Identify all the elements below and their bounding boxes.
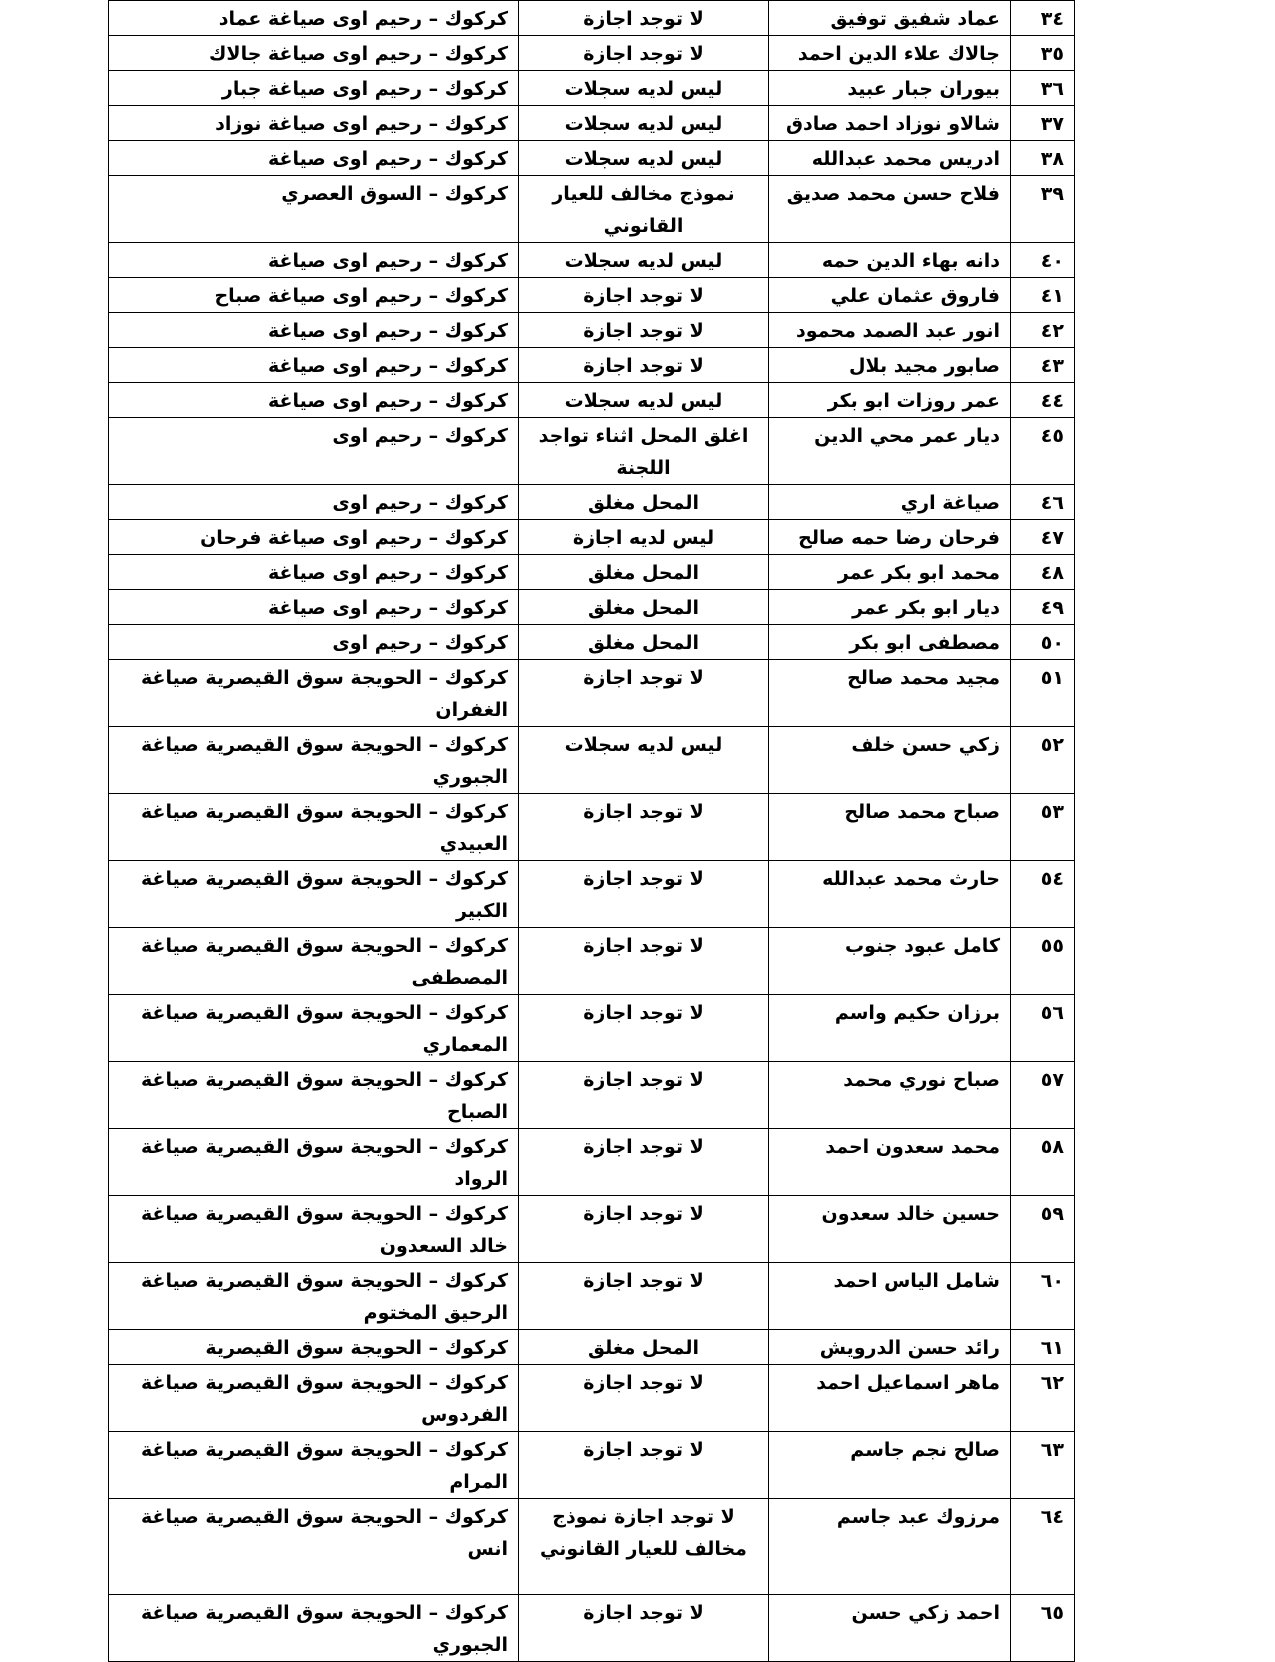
row-number: ٥٢ — [1011, 727, 1075, 794]
violation-status: لا توجد اجازة — [519, 348, 769, 383]
shop-location: كركوك – الحويجة سوق القيصرية صياغة انس — [109, 1499, 519, 1595]
shop-location: كركوك – الحويجة سوق القيصرية صياغة المعماري — [109, 995, 519, 1062]
shop-location: كركوك – الحويجة سوق القيصرية صياغة الكبير — [109, 861, 519, 928]
violation-status: لا توجد اجازة — [519, 861, 769, 928]
violation-status: لا توجد اجازة — [519, 928, 769, 995]
violation-status: لا توجد اجازة نموذج مخالف للعيار القانوني — [519, 1499, 769, 1595]
row-number: ٥٣ — [1011, 794, 1075, 861]
inspection-table — [108, 0, 1075, 1662]
person-name: حسين خالد سعدون — [769, 1196, 1011, 1263]
row-number: ٥٠ — [1011, 625, 1075, 660]
person-name: دانه بهاء الدين حمه — [769, 243, 1011, 278]
shop-location: كركوك – الحويجة سوق القيصرية — [109, 1330, 519, 1365]
person-name: انور عبد الصمد محمود — [769, 313, 1011, 348]
violation-status: المحل مغلق — [519, 590, 769, 625]
row-number: ٣٨ — [1011, 141, 1075, 176]
table-row — [109, 106, 1075, 141]
table-row — [109, 176, 1075, 243]
violation-status: نموذج مخالف للعيار القانوني — [519, 176, 769, 243]
violation-status: لا توجد اجازة — [519, 995, 769, 1062]
violation-status: لا توجد اجازة — [519, 313, 769, 348]
table-row — [109, 928, 1075, 995]
person-name: حارث محمد عبدالله — [769, 861, 1011, 928]
violation-status: ليس لديه سجلات — [519, 243, 769, 278]
shop-location: كركوك – رحيم اوى صياغة — [109, 555, 519, 590]
violation-status: لا توجد اجازة — [519, 1595, 769, 1662]
person-name: فاروق عثمان علي — [769, 278, 1011, 313]
row-number: ٣٥ — [1011, 36, 1075, 71]
person-name: صباح نوري محمد — [769, 1062, 1011, 1129]
violation-status: ليس لديه سجلات — [519, 106, 769, 141]
shop-location: كركوك – رحيم اوى صياغة جبار — [109, 71, 519, 106]
row-number: ٥٦ — [1011, 995, 1075, 1062]
row-number: ٦٥ — [1011, 1595, 1075, 1662]
person-name: محمد ابو بكر عمر — [769, 555, 1011, 590]
person-name: فرحان رضا حمه صالح — [769, 520, 1011, 555]
table-row — [109, 383, 1075, 418]
shop-location: كركوك – رحيم اوى صياغة فرحان — [109, 520, 519, 555]
table-row — [109, 348, 1075, 383]
person-name: مرزوك عبد جاسم — [769, 1499, 1011, 1595]
table-row — [109, 278, 1075, 313]
shop-location: كركوك – الحويجة سوق القيصرية صياغة خالد السعدون — [109, 1196, 519, 1263]
table-row — [109, 727, 1075, 794]
row-number: ٦٠ — [1011, 1263, 1075, 1330]
table-row — [109, 71, 1075, 106]
violation-status: لا توجد اجازة — [519, 278, 769, 313]
table-row — [109, 520, 1075, 555]
row-number: ٤٣ — [1011, 348, 1075, 383]
shop-location: كركوك – الحويجة سوق القيصرية صياغة العبيدي — [109, 794, 519, 861]
table-row — [109, 1062, 1075, 1129]
violation-status: ليس لديه سجلات — [519, 141, 769, 176]
violation-status: لا توجد اجازة — [519, 1129, 769, 1196]
shop-location: كركوك – رحيم اوى صياغة — [109, 383, 519, 418]
violation-status: المحل مغلق — [519, 625, 769, 660]
person-name: مصطفى ابو بكر — [769, 625, 1011, 660]
row-number: ٤٢ — [1011, 313, 1075, 348]
shop-location: كركوك – الحويجة سوق القيصرية صياغة المرام — [109, 1432, 519, 1499]
shop-location: كركوك – الحويجة سوق القيصرية صياغة الصباح — [109, 1062, 519, 1129]
violation-status: لا توجد اجازة — [519, 36, 769, 71]
row-number: ٥٥ — [1011, 928, 1075, 995]
violation-status: اغلق المحل اثناء تواجد اللجنة — [519, 418, 769, 485]
table-row — [109, 313, 1075, 348]
person-name: مجيد محمد صالح — [769, 660, 1011, 727]
table-row — [109, 555, 1075, 590]
table-row — [109, 794, 1075, 861]
table-row — [109, 1196, 1075, 1263]
shop-location: كركوك – رحيم اوى صياغة صباح — [109, 278, 519, 313]
violation-status: لا توجد اجازة — [519, 1062, 769, 1129]
violation-status: المحل مغلق — [519, 485, 769, 520]
shop-location: كركوك – الحويجة سوق القيصرية صياغة المصطفى — [109, 928, 519, 995]
table-row — [109, 660, 1075, 727]
row-number: ٣٤ — [1011, 1, 1075, 36]
person-name: صالح نجم جاسم — [769, 1432, 1011, 1499]
person-name: ادريس محمد عبدالله — [769, 141, 1011, 176]
row-number: ٤٠ — [1011, 243, 1075, 278]
table-row — [109, 861, 1075, 928]
shop-location: كركوك – الحويجة سوق القيصرية صياغة الجبوري — [109, 727, 519, 794]
shop-location: كركوك – رحيم اوى صياغة — [109, 141, 519, 176]
person-name: شالاو نوزاد احمد صادق — [769, 106, 1011, 141]
violation-status: لا توجد اجازة — [519, 1365, 769, 1432]
shop-location: كركوك – رحيم اوى — [109, 625, 519, 660]
table-row — [109, 625, 1075, 660]
person-name: محمد سعدون احمد — [769, 1129, 1011, 1196]
person-name: عماد شفيق توفيق — [769, 1, 1011, 36]
shop-location: كركوك – رحيم اوى صياغة — [109, 243, 519, 278]
row-number: ٥٨ — [1011, 1129, 1075, 1196]
row-number: ٤٧ — [1011, 520, 1075, 555]
shop-location: كركوك – رحيم اوى صياغة جالاك — [109, 36, 519, 71]
table-row — [109, 1, 1075, 36]
shop-location: كركوك – رحيم اوى صياغة — [109, 348, 519, 383]
person-name: بيوران جبار عبيد — [769, 71, 1011, 106]
person-name: رائد حسن الدرويش — [769, 1330, 1011, 1365]
person-name: ماهر اسماعيل احمد — [769, 1365, 1011, 1432]
table-row — [109, 590, 1075, 625]
violation-status: المحل مغلق — [519, 555, 769, 590]
table-row — [109, 1330, 1075, 1365]
violation-status: ليس لديه سجلات — [519, 71, 769, 106]
row-number: ٥٤ — [1011, 861, 1075, 928]
shop-location: كركوك – الحويجة سوق القيصرية صياغة الجبوري — [109, 1595, 519, 1662]
row-number: ٦٣ — [1011, 1432, 1075, 1499]
person-name: صياغة اري — [769, 485, 1011, 520]
person-name: جالاك علاء الدين احمد — [769, 36, 1011, 71]
person-name: صباح محمد صالح — [769, 794, 1011, 861]
person-name: كامل عبود جنوب — [769, 928, 1011, 995]
violation-status: لا توجد اجازة — [519, 1196, 769, 1263]
row-number: ٦٤ — [1011, 1499, 1075, 1595]
table-row — [109, 418, 1075, 485]
row-number: ٤٦ — [1011, 485, 1075, 520]
shop-location: كركوك – رحيم اوى صياغة عماد — [109, 1, 519, 36]
table-row — [109, 1263, 1075, 1330]
row-number: ٥٧ — [1011, 1062, 1075, 1129]
person-name: زكي حسن خلف — [769, 727, 1011, 794]
shop-location: كركوك – رحيم اوى صياغة — [109, 590, 519, 625]
shop-location: كركوك – رحيم اوى صياغة نوزاد — [109, 106, 519, 141]
shop-location: كركوك – الحويجة سوق القيصرية صياغة الرواد — [109, 1129, 519, 1196]
row-number: ٤١ — [1011, 278, 1075, 313]
shop-location: كركوك – رحيم اوى — [109, 418, 519, 485]
row-number: ٣٧ — [1011, 106, 1075, 141]
person-name: ديار عمر محي الدين — [769, 418, 1011, 485]
row-number: ٤٥ — [1011, 418, 1075, 485]
table-row — [109, 36, 1075, 71]
violation-status: لا توجد اجازة — [519, 794, 769, 861]
shop-location: كركوك – رحيم اوى صياغة — [109, 313, 519, 348]
table-row — [109, 141, 1075, 176]
table-row — [109, 1129, 1075, 1196]
violation-status: لا توجد اجازة — [519, 1, 769, 36]
shop-location: كركوك – رحيم اوى — [109, 485, 519, 520]
table-row — [109, 243, 1075, 278]
row-number: ٣٦ — [1011, 71, 1075, 106]
row-number: ٦١ — [1011, 1330, 1075, 1365]
table-row — [109, 995, 1075, 1062]
person-name: برزان حكيم واسم — [769, 995, 1011, 1062]
violation-status: لا توجد اجازة — [519, 1263, 769, 1330]
person-name: ديار ابو بكر عمر — [769, 590, 1011, 625]
violation-status: ليس لديه اجازة — [519, 520, 769, 555]
violation-status: المحل مغلق — [519, 1330, 769, 1365]
person-name: شامل الياس احمد — [769, 1263, 1011, 1330]
row-number: ٤٨ — [1011, 555, 1075, 590]
person-name: عمر روزات ابو بكر — [769, 383, 1011, 418]
violation-status: ليس لديه سجلات — [519, 383, 769, 418]
table-row — [109, 485, 1075, 520]
violation-status: ليس لديه سجلات — [519, 727, 769, 794]
person-name: صابور مجيد بلال — [769, 348, 1011, 383]
shop-location: كركوك – الحويجة سوق القيصرية صياغة الرحيق المختوم — [109, 1263, 519, 1330]
row-number: ٤٩ — [1011, 590, 1075, 625]
shop-location: كركوك – السوق العصري — [109, 176, 519, 243]
table-row — [109, 1432, 1075, 1499]
row-number: ٦٢ — [1011, 1365, 1075, 1432]
row-number: ٣٩ — [1011, 176, 1075, 243]
row-number: ٤٤ — [1011, 383, 1075, 418]
table-row — [109, 1499, 1075, 1595]
table-body — [109, 1, 1075, 1662]
table-row — [109, 1365, 1075, 1432]
violation-status: لا توجد اجازة — [519, 1432, 769, 1499]
person-name: احمد زكي حسن — [769, 1595, 1011, 1662]
violation-status: لا توجد اجازة — [519, 660, 769, 727]
row-number: ٥١ — [1011, 660, 1075, 727]
shop-location: كركوك – الحويجة سوق القيصرية صياغة الفردوس — [109, 1365, 519, 1432]
table-row — [109, 1595, 1075, 1662]
person-name: فلاح حسن محمد صديق — [769, 176, 1011, 243]
shop-location: كركوك – الحويجة سوق القيصرية صياغة الغفران — [109, 660, 519, 727]
row-number: ٥٩ — [1011, 1196, 1075, 1263]
